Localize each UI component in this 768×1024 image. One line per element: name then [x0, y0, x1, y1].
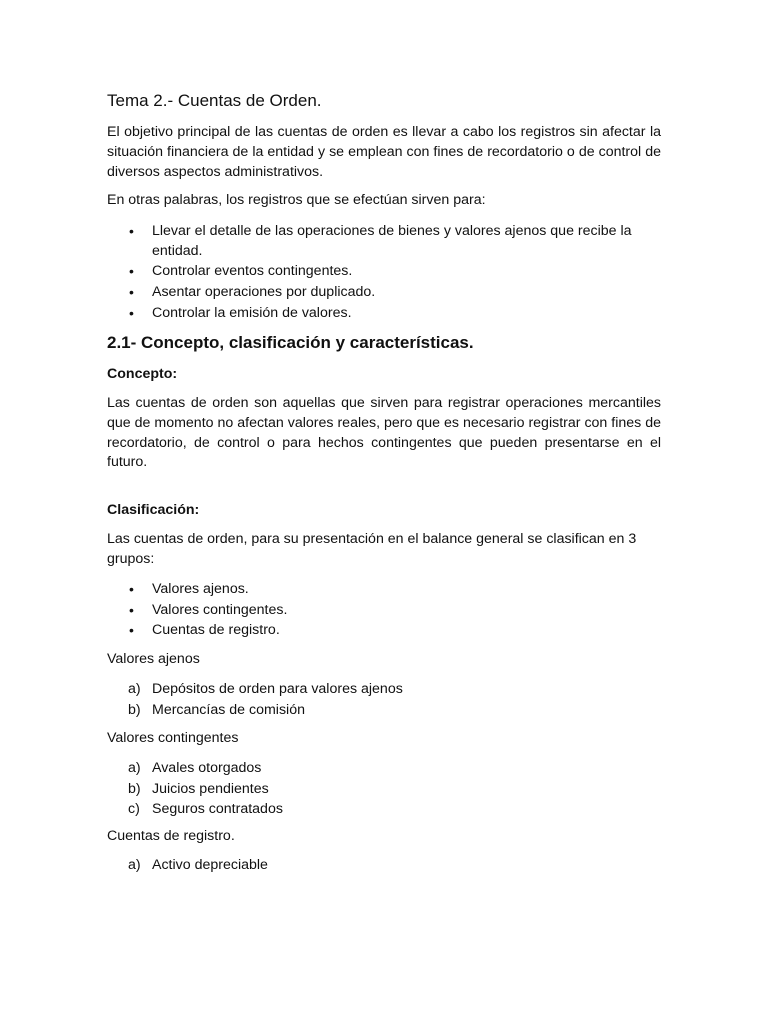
- page-title: Tema 2.- Cuentas de Orden.: [107, 91, 322, 110]
- cuentas-registro-list: [107, 856, 661, 877]
- valores-ajenos-heading: Valores ajenos: [107, 651, 200, 667]
- bullet-icon: •: [129, 622, 134, 639]
- list-item-text: Cuentas de registro.: [152, 622, 280, 639]
- list-marker: c): [128, 801, 140, 818]
- cuentas-registro-heading: Cuentas de registro.: [107, 828, 235, 844]
- section-heading: 2.1- Concepto, clasificación y características.: [107, 333, 474, 352]
- list-item-text: Activo depreciable: [152, 857, 268, 873]
- valores-contingentes-heading: Valores contingentes: [107, 730, 239, 746]
- list-item-text: Valores ajenos.: [152, 581, 249, 597]
- list-item: [107, 601, 661, 621]
- list-item-text: Controlar eventos contingentes.: [152, 263, 353, 280]
- list-item: [107, 800, 661, 820]
- list-item: [107, 580, 661, 600]
- bullet-icon: •: [129, 601, 134, 618]
- list-item: [107, 262, 661, 282]
- list-item: [107, 856, 661, 876]
- groups-list: [107, 580, 661, 642]
- bullet-icon: •: [129, 304, 134, 321]
- list-item-text: Controlar la emisión de valores.: [152, 304, 352, 321]
- intro-paragraph: El objetivo principal de las cuentas de orden es llevar a cabo los registros sin afectar la situación financiera de la entidad y se emplean con fines de recordatorio o de control de diversos aspectos administrativos.: [107, 124, 661, 180]
- intro-lead: En otras palabras, los registros que se efectúan sirven para:: [107, 192, 486, 208]
- concept-label: Concepto:: [107, 366, 178, 382]
- list-item-text: Avales otorgados: [152, 760, 262, 776]
- concept-paragraph: Las cuentas de orden son aquellas que sirven para registrar operaciones mercantiles que de momento no afectan valores reales, pero que es necesario registrar con fines de recordatorio, de control o para hechos contingentes que pueden presentarse en el futuro.: [107, 395, 661, 471]
- bullet-icon: •: [129, 263, 134, 280]
- list-item-text: Juicios pendientes: [152, 780, 269, 797]
- classification-paragraph: Las cuentas de orden, para su presentación en el balance general se clasifican en 3 grupos:: [107, 531, 637, 567]
- list-item: [107, 701, 661, 721]
- list-item-text: Mercancías de comisión: [152, 701, 305, 718]
- list-item-text: Valores contingentes.: [152, 601, 288, 618]
- bullet-icon: •: [129, 283, 134, 300]
- bullet-icon: •: [129, 581, 134, 597]
- list-item: [107, 780, 661, 800]
- list-item-text: Depósitos de orden para valores ajenos: [152, 681, 403, 697]
- list-marker: a): [128, 857, 141, 873]
- list-marker: a): [128, 760, 141, 776]
- valores-contingentes-list: [107, 759, 661, 821]
- bullet-icon: •: [129, 223, 134, 239]
- list-item: [107, 304, 661, 324]
- list-item: [107, 759, 661, 779]
- list-marker: a): [128, 681, 141, 697]
- list-item: [107, 222, 661, 262]
- list-item-text: Llevar el detalle de las operaciones de bienes y valores ajenos que recibe la entidad.: [152, 223, 632, 259]
- list-item: [107, 283, 661, 303]
- classification-label: Clasificación:: [107, 502, 200, 518]
- purpose-list: [107, 222, 661, 324]
- valores-ajenos-list: [107, 680, 661, 721]
- list-item-text: Seguros contratados: [152, 801, 283, 818]
- list-item: [107, 680, 661, 700]
- list-marker: b): [128, 780, 141, 797]
- list-marker: b): [128, 701, 141, 718]
- list-item: [107, 621, 661, 641]
- list-item-text: Asentar operaciones por duplicado.: [152, 283, 376, 300]
